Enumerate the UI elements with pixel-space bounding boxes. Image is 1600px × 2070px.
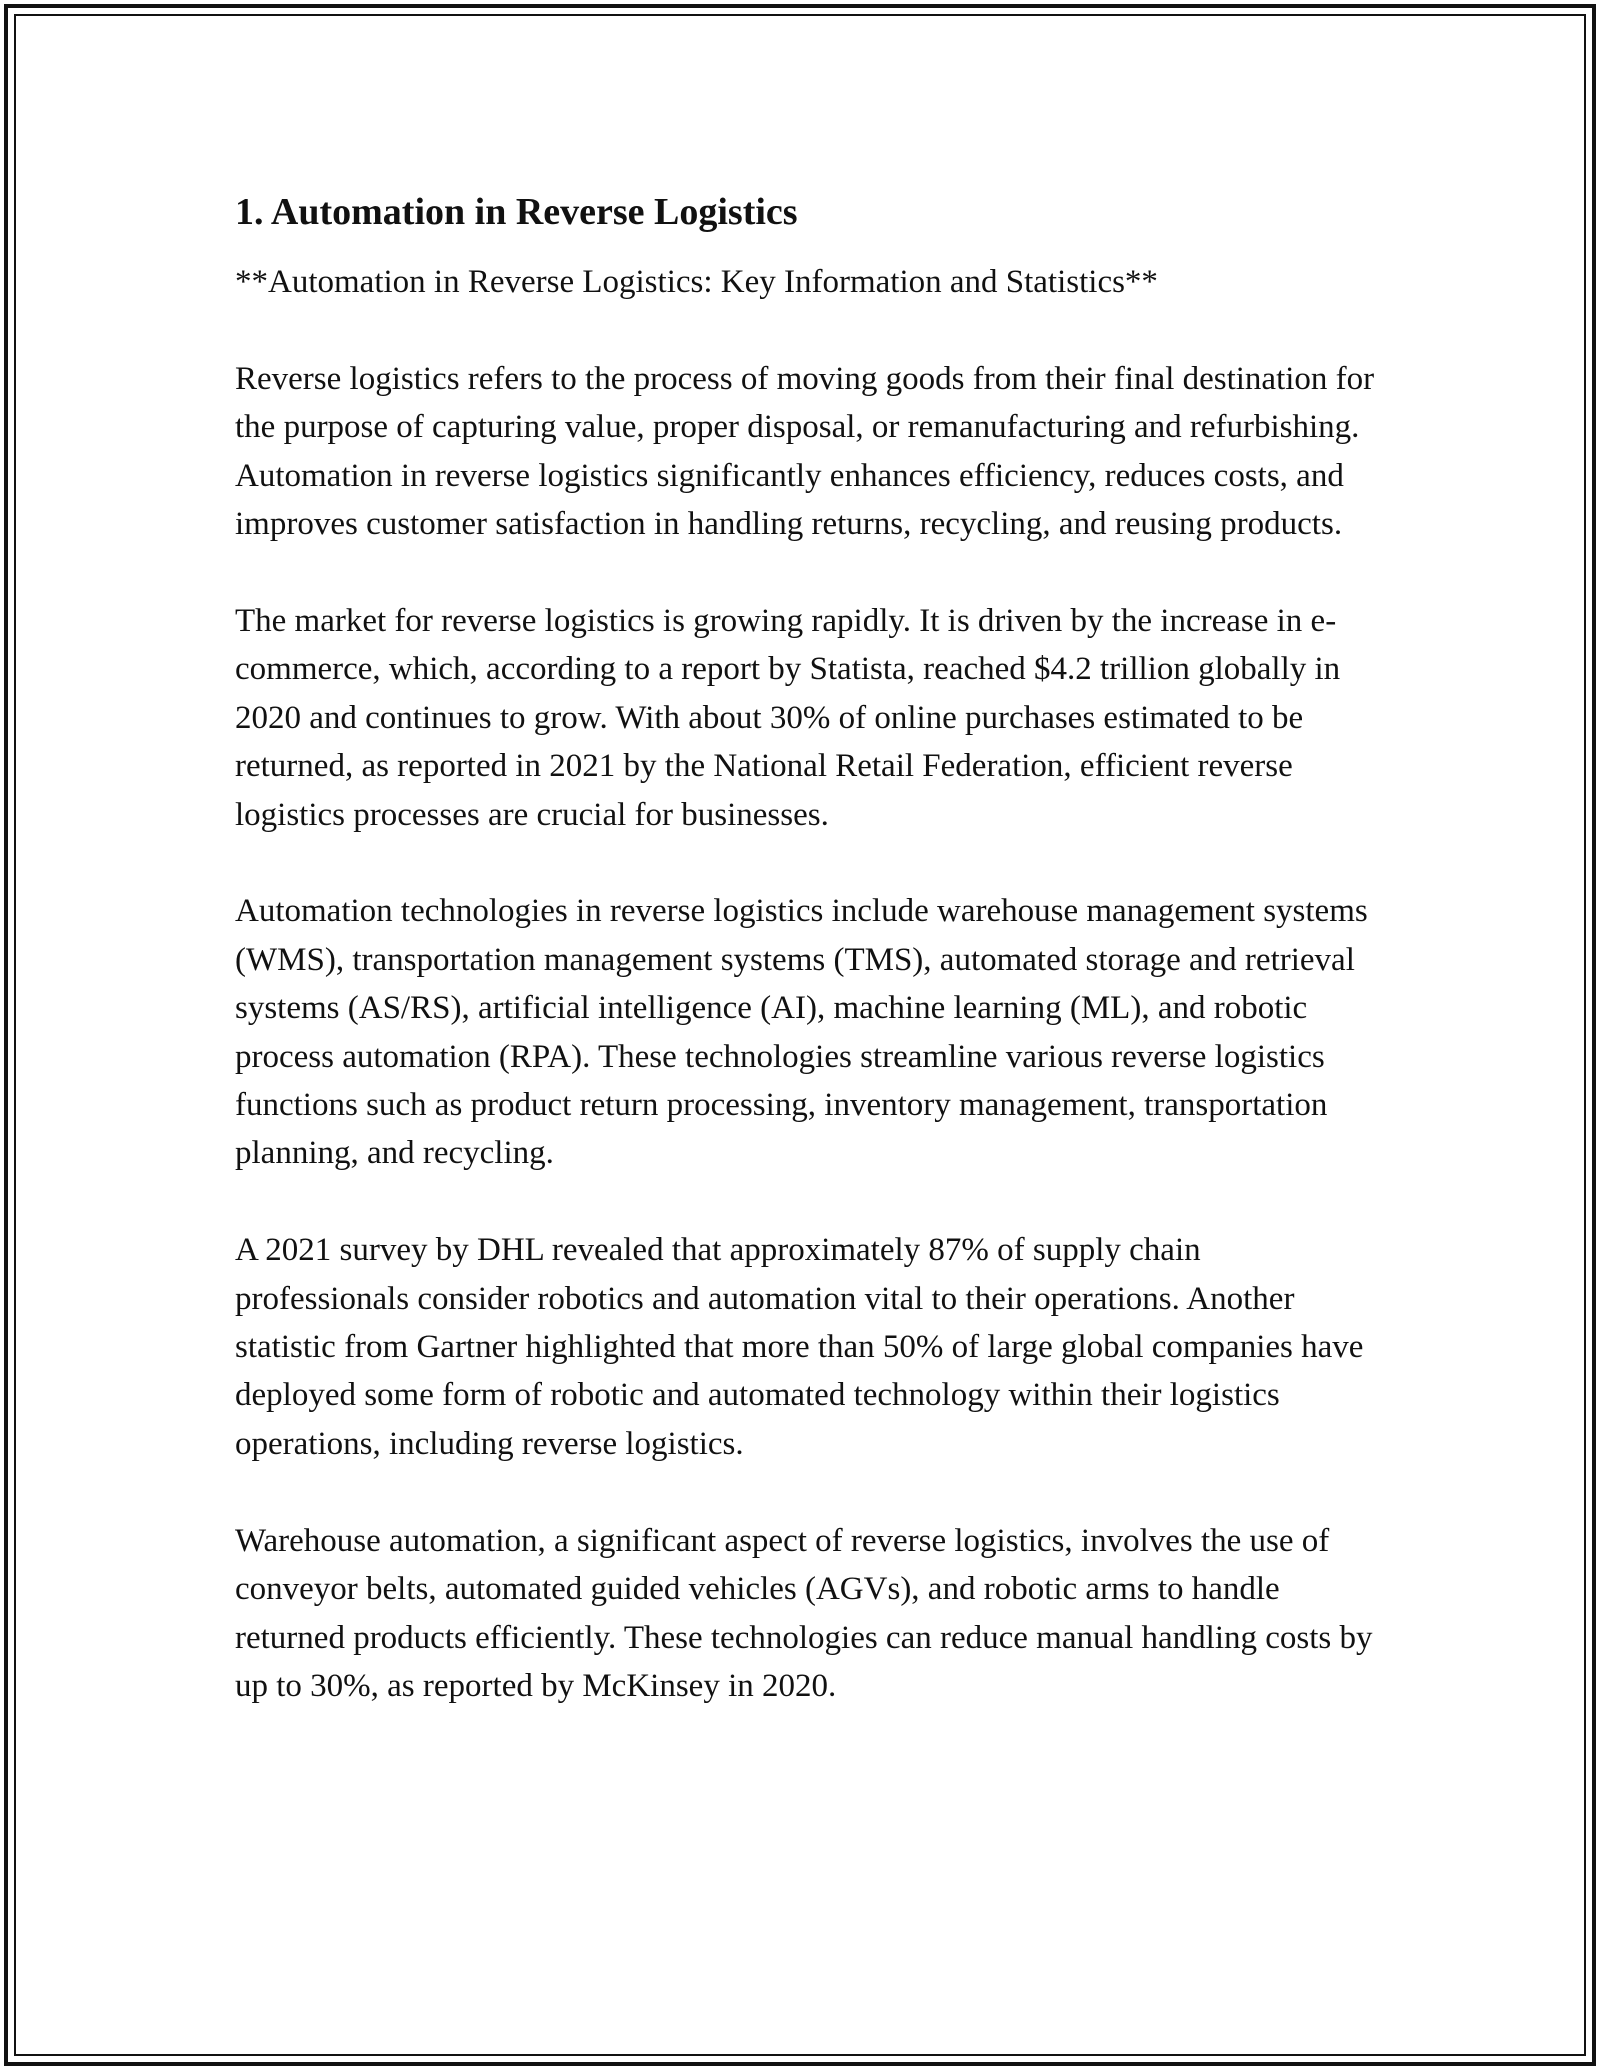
- document-body: [235, 186, 1380, 1759]
- paragraph-technologies: Automation technologies in reverse logistics include warehouse management systems (WMS), transportation management systems (TMS), automated storage and retrieval systems (AS/RS), artificial intelligence (AI), machine learning (ML), and robotic process automation (RPA). These technologies streamline various reverse logistics functions such as product return processing, inventory management, transportation planning, and recycling.: [235, 893, 1368, 1172]
- paragraph-market: The market for reverse logistics is growing rapidly. It is driven by the increase in e-commerce, which, according to a report by Statista, reached $4.2 trillion globally in 2020 and continues to grow. With about 30% of online purchases estimated to be returned, as reported in 2021 by the National Retail Federation, efficient reverse logistics processes are crucial for businesses.: [235, 603, 1341, 833]
- paragraph-definition: Reverse logistics refers to the process of moving goods from their final destination for the purpose of capturing value, proper disposal, or remanufacturing and refurbishing. Automation in reverse logistics significantly enhances efficiency, reduces costs, and improves customer satisfaction in handling returns, recycling, and reusing products.: [235, 361, 1375, 543]
- paragraph-surveys: A 2021 survey by DHL revealed that approximately 87% of supply chain professionals consider robotics and automation vital to their operations. Another statistic from Gartner highlighted that more than 50% of large global companies have deployed some form of robotic and automated technology within their logistics operations, including reverse logistics.: [235, 1232, 1364, 1462]
- section-subtitle: **Automation in Reverse Logistics: Key Information and Statistics**: [235, 264, 1158, 300]
- section-title: 1. Automation in Reverse Logistics: [235, 191, 798, 233]
- paragraph-warehouse-automation: Warehouse automation, a significant aspect of reverse logistics, involves the use of conveyor belts, automated guided vehicles (AGVs), and robotic arms to handle returned products efficiently. These technologies can reduce manual handling costs by up to 30%, as reported by McKinsey in 2020.: [235, 1522, 1373, 1704]
